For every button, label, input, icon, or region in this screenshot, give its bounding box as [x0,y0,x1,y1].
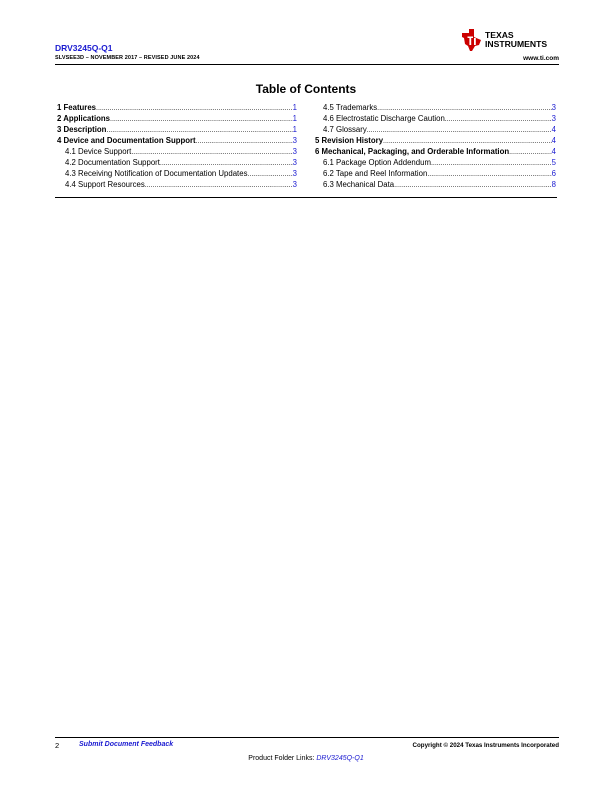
toc-leader-dots [427,169,551,180]
toc-entry-label[interactable]: 3 Description [57,125,107,134]
toc-page-link[interactable]: 3 [292,158,297,167]
toc-page-link[interactable]: 3 [292,147,297,156]
toc-entry[interactable] [315,157,556,168]
toc-entry[interactable] [57,135,297,146]
toc-right-column [315,102,556,190]
toc-page-link[interactable]: 3 [292,169,297,178]
toc-entry[interactable] [57,102,297,113]
toc-leader-dots [247,169,292,180]
logo-text-texas: TEXAS [485,30,514,40]
toc-leader-dots [431,158,552,169]
toc-entry[interactable] [315,113,556,124]
toc-leader-dots [196,136,293,147]
toc-entry-label[interactable]: 6 Mechanical, Packaging, and Orderable Information [315,147,510,156]
toc-entry-label[interactable]: 4.1 Device Support [65,147,132,156]
toc-entry[interactable] [57,146,297,157]
toc-title: Table of Contents [255,82,357,96]
toc-entry[interactable] [315,146,556,157]
toc-entry[interactable] [57,113,297,124]
toc-page-link[interactable]: 3 [551,103,556,112]
header-divider [55,64,559,65]
toc-page-link[interactable]: 6 [551,169,556,178]
ti-state-icon [459,28,484,52]
toc-page-link[interactable]: 4 [551,147,556,156]
website-link[interactable]: www.ti.com [523,55,559,62]
toc-page-link[interactable]: 3 [292,180,297,189]
toc-entry-label[interactable]: 4.2 Documentation Support [65,158,160,167]
toc-entry-label[interactable]: 6.2 Tape and Reel Information [323,169,428,178]
logo-text-instruments: INSTRUMENTS [485,39,548,49]
toc-entry-label[interactable]: 4.5 Trademarks [323,103,378,112]
product-folder-label: Product Folder Links: [248,755,317,762]
toc-entry-label[interactable]: 6.1 Package Option Addendum [323,158,431,167]
toc-page-link[interactable]: 1 [292,125,297,134]
toc-divider [55,197,557,198]
toc-entry[interactable] [57,179,297,190]
toc-entry-label[interactable]: 1 Features [57,103,97,112]
toc-entry[interactable] [315,179,556,190]
toc-leader-dots [367,125,552,136]
toc-leader-dots [509,147,552,158]
toc-page-link[interactable]: 5 [551,158,556,167]
copyright-notice: Copyright © 2024 Texas Instruments Incorporated [412,742,559,749]
toc-entry-label[interactable]: 4.4 Support Resources [65,180,145,189]
page-number: 2 [55,741,60,750]
ti-logo [459,28,559,56]
toc-entry-label[interactable]: 4 Device and Documentation Support [57,136,196,145]
product-folder-links [0,755,612,762]
submit-feedback-link[interactable]: Submit Document Feedback [79,741,174,748]
toc-entry[interactable] [57,124,297,135]
toc-entry[interactable] [315,135,556,146]
toc-leader-dots [110,114,293,125]
toc-entry-label[interactable]: 4.6 Electrostatic Discharge Caution [323,114,445,123]
document-number: SLVSEE3D – NOVEMBER 2017 – REVISED JUNE 2024 [55,55,200,61]
toc-entry-label[interactable]: 4.3 Receiving Notification of Documentation Updates [65,169,248,178]
product-folder-link[interactable]: DRV3245Q-Q1 [316,755,364,762]
toc-page-link[interactable]: 3 [551,114,556,123]
toc-page-link[interactable]: 3 [292,136,297,145]
toc-page-link[interactable]: 1 [292,103,297,112]
toc-page-link[interactable]: 8 [551,180,556,189]
toc-leader-dots [145,180,293,191]
toc-leader-dots [394,180,552,191]
toc-left-column [57,102,297,190]
toc-page-link[interactable]: 4 [551,125,556,134]
part-number-link[interactable]: DRV3245Q-Q1 [55,43,113,53]
toc-leader-dots [96,103,293,114]
toc-entry-label[interactable]: 6.3 Mechanical Data [323,180,395,189]
toc-entry-label[interactable]: 4.7 Glossary [323,125,367,134]
toc-leader-dots [445,114,552,125]
toc-entry-label[interactable]: 2 Applications [57,114,110,123]
toc-entry[interactable] [57,157,297,168]
toc-entry[interactable] [57,168,297,179]
toc-page-link[interactable]: 1 [292,114,297,123]
footer-divider [55,737,559,738]
toc-entry[interactable] [315,124,556,135]
toc-entry-label[interactable]: 5 Revision History [315,136,384,145]
toc-entry[interactable] [315,168,556,179]
toc-page-link[interactable]: 4 [551,136,556,145]
toc-entry[interactable] [315,102,556,113]
